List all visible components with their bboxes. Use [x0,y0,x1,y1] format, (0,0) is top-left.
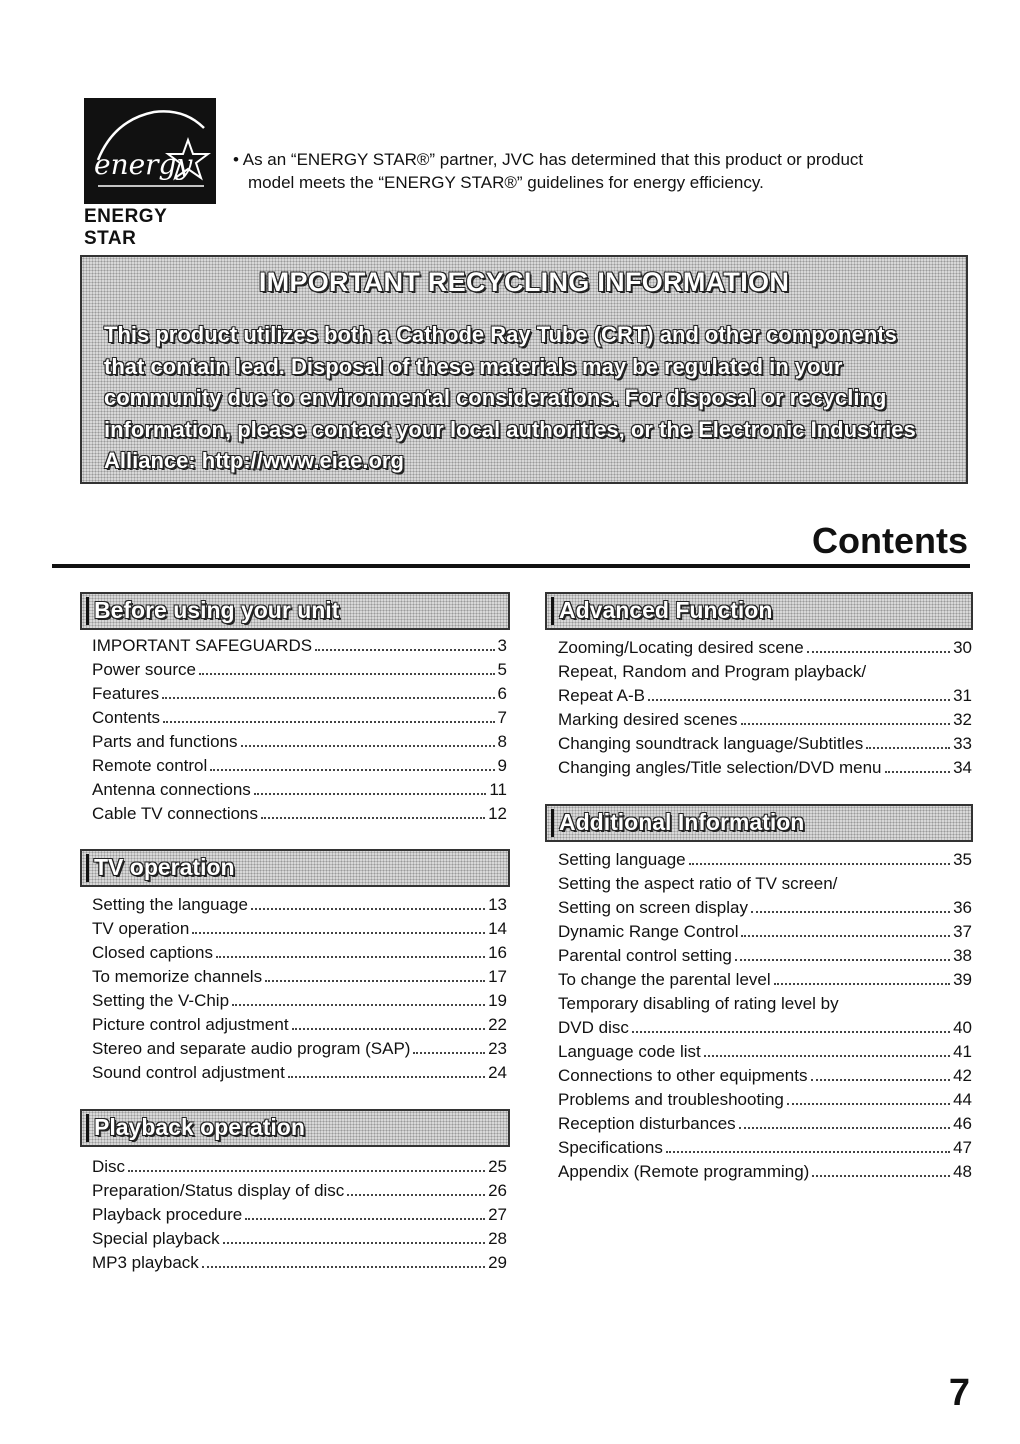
toc-entry [558,1160,972,1184]
energy-star-icon [84,98,216,204]
toc-entry-title: Repeat A-B [558,686,645,705]
toc-entry [92,941,507,965]
toc-entry-page: 42 [953,1066,972,1085]
toc-entry-title: Closed captions [92,943,213,962]
toc-entry [558,1112,972,1136]
toc-entry [558,896,972,920]
toc-leader-dots [648,684,950,701]
toc-entry-title: DVD disc [558,1018,629,1037]
toc-entry-title: Setting the language [92,895,248,914]
toc-leader-dots [866,732,950,749]
toc-leader-dots [202,1251,485,1268]
toc-entry [92,917,507,941]
toc-entry-page: 13 [488,895,507,914]
toc-entry [92,1203,507,1227]
toc-entry-title: Marking desired scenes [558,710,738,729]
toc-list-additional-information [558,848,972,1184]
toc-entry [92,1037,507,1061]
toc-leader-dots [739,1112,950,1129]
energy-star-logo-script: energy [94,148,193,181]
toc-entry-title: Parental control setting [558,946,732,965]
toc-entry-title: Cable TV connections [92,804,259,823]
section-title: Advanced Function [559,597,773,623]
toc-entry-title: Special playback [92,1229,220,1248]
section-title: Additional Information [559,809,805,835]
toc-entry [92,682,507,706]
toc-entry-page: 30 [953,638,972,657]
toc-entry-title: Antenna connections [92,780,251,799]
toc-entry-page: 46 [953,1114,972,1133]
toc-leader-dots [232,989,485,1006]
toc-leader-dots [666,1136,950,1153]
section-header-additional-information [545,804,973,842]
section-title: Before using your unit [94,597,340,623]
toc-entry-page: 9 [497,756,507,775]
recycling-line: community due to environmental considerations. For disposal or recycling [104,385,887,410]
toc-entry-page: 6 [497,684,507,703]
toc-entry-title: Changing soundtrack language/Subtitles [558,734,864,753]
toc-entry [558,1136,972,1160]
toc-entry-page: 41 [953,1042,972,1061]
toc-list-advanced-function [558,636,972,780]
toc-entry-page: 31 [953,686,972,705]
toc-entry-title: Reception disturbances [558,1114,736,1133]
toc-entry-title: Setting the aspect ratio of TV screen/ [558,874,838,893]
toc-entry-title: Setting on screen display [558,898,748,917]
toc-leader-dots [245,1203,485,1220]
toc-leader-dots [128,1155,485,1172]
toc-entry-title: Repeat, Random and Program playback/ [558,662,867,681]
toc-entry [558,992,972,1016]
toc-entry-page: 3 [497,636,507,655]
toc-entry-title: Language code list [558,1042,701,1061]
toc-entry-title: Setting language [558,850,686,869]
toc-entry-page: 38 [953,946,972,965]
toc-entry-page: 37 [953,922,972,941]
toc-leader-dots [885,756,951,773]
toc-entry [92,658,507,682]
recycling-body [104,319,964,477]
toc-entry [558,732,972,756]
toc-entry [558,1088,972,1112]
toc-entry [558,848,972,872]
toc-entry-page: 24 [488,1063,507,1082]
toc-entry-page: 11 [489,780,507,799]
toc-entry-title: MP3 playback [92,1253,199,1272]
toc-entry-title: Setting the V-Chip [92,991,230,1010]
toc-entry-title: To memorize channels [92,967,263,986]
toc-entry [92,754,507,778]
toc-entry-title: Specifications [558,1138,663,1157]
contents-divider [52,564,970,568]
page-number: 7 [948,1372,970,1414]
toc-leader-dots [199,658,495,675]
toc-entry-page: 8 [497,732,507,751]
toc-entry [92,634,507,658]
toc-entry-page: 44 [953,1090,972,1109]
toc-leader-dots [251,893,485,910]
toc-entry-page: 12 [488,804,507,823]
toc-entry [558,944,972,968]
energy-star-note-line1: • As an “ENERGY STAR®” partner, JVC has determined that this product or product [233,150,864,169]
energy-star-logo [84,98,216,204]
toc-entry-page: 16 [488,943,507,962]
toc-entry-title: Problems and troubleshooting [558,1090,784,1109]
toc-list-tv-operation [92,893,507,1085]
toc-entry-title: Picture control adjustment [92,1015,289,1034]
toc-entry-title: To change the parental level [558,970,771,989]
toc-entry-page: 7 [497,708,507,727]
toc-entry-title: Dynamic Range Control [558,922,739,941]
toc-entry-page: 28 [488,1229,507,1248]
toc-entry-page: 47 [953,1138,972,1157]
toc-entry [92,1227,507,1251]
toc-leader-dots [261,802,485,819]
toc-entry-title: Connections to other equipments [558,1066,808,1085]
toc-leader-dots [689,848,950,865]
toc-entry [92,730,507,754]
recycling-line: information, please contact your local authorities, or the Electronic Industries [104,416,916,442]
toc-list-playback-operation [92,1155,507,1275]
toc-entry-page: 36 [953,898,972,917]
toc-entry-title: Temporary disabling of rating level by [558,994,839,1013]
toc-entry-title: Sound control adjustment [92,1063,285,1082]
toc-entry-title: Features [92,684,160,703]
toc-leader-dots [241,730,495,747]
toc-entry-title: Stereo and separate audio program (SAP) [92,1039,411,1058]
toc-entry-title: Remote control [92,756,208,775]
toc-leader-dots [210,754,494,771]
toc-entry [92,1179,507,1203]
toc-entry [92,706,507,730]
toc-entry [92,965,507,989]
toc-entry [558,968,972,992]
toc-leader-dots [787,1088,950,1105]
toc-entry-page: 5 [497,660,507,679]
toc-leader-dots [735,944,950,961]
toc-entry-page: 48 [953,1162,972,1181]
toc-entry-page: 22 [488,1015,507,1034]
section-header-advanced-function [545,592,973,630]
toc-leader-dots [315,634,494,651]
toc-leader-dots [632,1016,950,1033]
toc-entry-page: 25 [488,1157,507,1176]
recycling-title: IMPORTANT RECYCLING INFORMATION [258,267,790,297]
toc-entry-title: Preparation/Status display of disc [92,1181,345,1200]
toc-leader-dots [216,941,485,958]
energy-star-note [233,148,983,194]
toc-entry-page: 35 [953,850,972,869]
toc-entry [558,1040,972,1064]
section-title: TV operation [94,854,235,880]
toc-leader-dots [265,965,485,982]
toc-entry [92,989,507,1013]
toc-entry [558,1016,972,1040]
toc-entry-title: TV operation [92,919,190,938]
toc-entry-page: 19 [488,991,507,1010]
toc-leader-dots [192,917,485,934]
toc-list-before-using [92,634,507,826]
toc-entry-title: Zooming/Locating desired scene [558,638,804,657]
toc-leader-dots [347,1179,485,1196]
toc-leader-dots [811,1064,951,1081]
toc-entry-page: 29 [488,1253,507,1272]
toc-leader-dots [254,778,487,795]
toc-entry-title: IMPORTANT SAFEGUARDS [92,636,313,655]
toc-entry [92,893,507,917]
toc-leader-dots [292,1013,486,1030]
toc-leader-dots [223,1227,486,1244]
section-header-before-using [80,592,510,630]
contents-title: Contents [812,520,968,561]
toc-entry [558,920,972,944]
section-header-tv-operation [80,849,510,887]
toc-entry-title: Playback procedure [92,1205,243,1224]
recycling-line: Alliance: http://www.eiae.org [104,448,404,473]
energy-star-caption: ENERGY STAR [84,206,167,249]
toc-entry-page: 39 [953,970,972,989]
toc-leader-dots [774,968,950,985]
toc-entry [558,636,972,660]
toc-entry [558,660,972,684]
recycling-line: that contain lead. Disposal of these materials may be regulated in your [104,353,843,379]
toc-entry-page: 40 [953,1018,972,1037]
toc-leader-dots [741,920,950,937]
toc-entry [92,1251,507,1275]
toc-leader-dots [751,896,950,913]
toc-leader-dots [807,636,950,653]
toc-leader-dots [704,1040,950,1057]
toc-entry-page: 34 [953,758,972,777]
toc-entry [558,1064,972,1088]
toc-entry [92,1155,507,1179]
toc-entry-title: Parts and functions [92,732,238,751]
toc-entry [558,872,972,896]
toc-entry-page: 17 [488,967,507,986]
toc-entry [558,708,972,732]
toc-entry-title: Appendix (Remote programming) [558,1162,810,1181]
toc-entry-title: Changing angles/Title selection/DVD menu [558,758,882,777]
toc-entry-page: 14 [488,919,507,938]
toc-entry-title: Disc [92,1157,126,1176]
toc-leader-dots [163,706,494,723]
toc-entry [558,684,972,708]
toc-entry-title: Power source [92,660,196,679]
toc-entry [92,802,507,826]
energy-star-note-line2: model meets the “ENERGY STAR®” guidelines for energy efficiency. [248,173,764,192]
toc-entry-title: Contents [92,708,161,727]
toc-entry-page: 32 [953,710,972,729]
section-header-playback-operation [80,1109,510,1147]
toc-leader-dots [288,1061,485,1078]
recycling-info-box [80,255,968,484]
section-title: Playback operation [94,1114,305,1140]
toc-entry [92,778,507,802]
toc-entry [92,1013,507,1037]
toc-leader-dots [162,682,494,699]
toc-leader-dots [741,708,951,725]
toc-entry-page: 27 [488,1205,507,1224]
toc-entry-page: 23 [488,1039,507,1058]
toc-entry-page: 33 [953,734,972,753]
recycling-line: This product utilizes both a Cathode Ray Tube (CRT) and other components [104,322,897,347]
toc-entry [92,1061,507,1085]
toc-leader-dots [413,1037,485,1054]
toc-entry-page: 26 [488,1181,507,1200]
toc-leader-dots [812,1160,950,1177]
toc-entry [558,756,972,780]
